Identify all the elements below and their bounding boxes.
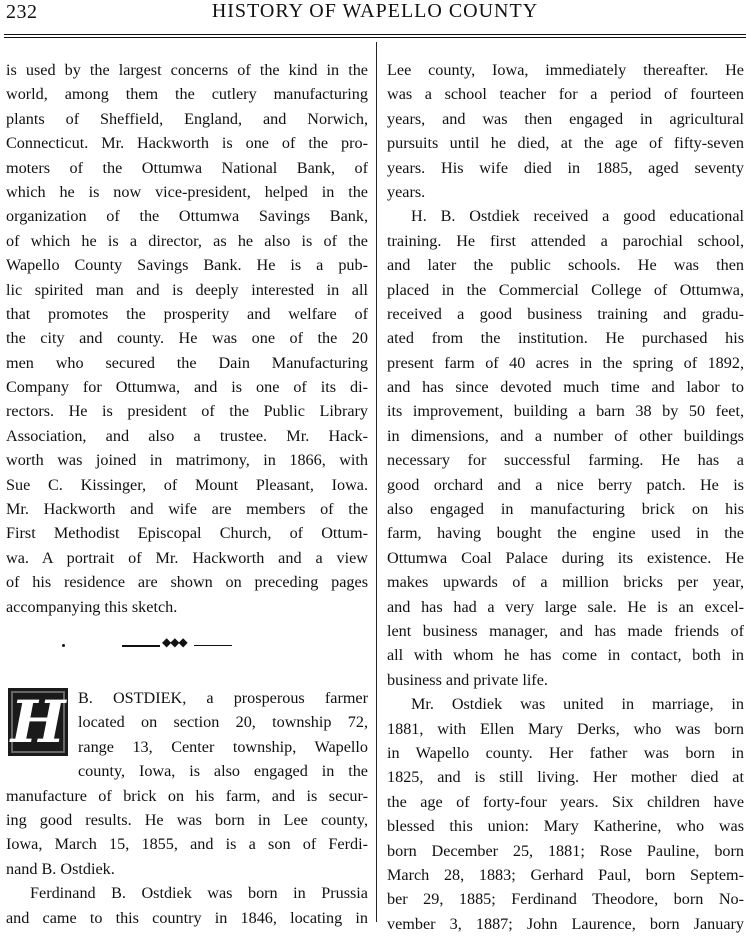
text-line: lent business manager, and has made friends of [387, 621, 744, 640]
text-line: placed in the Commercial College of Ottumwa, [387, 280, 744, 299]
text-line: lic spirited man and is deeply interested in all [6, 280, 368, 299]
text-line: Iowa, March 15, 1855, and is a son of Ferdi- [6, 835, 368, 854]
text-line: accompanying this sketch. [6, 597, 178, 616]
text-line: necessary for successful farming. He has a [387, 451, 744, 470]
text-line: blessed this union: Mary Katherine, who was [387, 817, 744, 836]
header-rule [4, 34, 746, 35]
text-line: ber 29, 1885; Ferdinand Theodore, born No- [387, 890, 744, 909]
text-line: training. He first attended a parochial school, [387, 231, 744, 250]
text-line: good orchard and a nice berry patch. He is [387, 475, 744, 494]
right-column [387, 58, 744, 936]
text-line: H. B. Ostdiek received a good educational [411, 207, 744, 226]
text-line: in Wapello county. Her father was born in [387, 743, 744, 762]
text-line: B. OSTDIEK, a prosperous farmer [78, 689, 368, 707]
text-line: ing good results. He was born in Lee county, [6, 810, 368, 829]
text-line: pursuits until he died, at the age of fifty-seven [387, 134, 744, 153]
text-line: of his residence are shown on preceding pages [6, 573, 368, 592]
text-line: years. [387, 182, 426, 201]
text-line: manufacture of brick on his farm, and is secur- [6, 786, 368, 805]
text-line: born December 25, 1881; Rose Pauline, born [387, 841, 744, 860]
text-line: nand B. Ostdiek. [6, 859, 115, 878]
column-divider [376, 42, 377, 922]
text-line: county, Iowa, is also engaged in the [78, 762, 368, 781]
text-line: also engaged in manufacturing brick on his [387, 500, 744, 519]
drop-cap-initial: H [8, 688, 68, 756]
text-line: farm, having bought the engine used in the [387, 524, 744, 543]
text-line: and has had a very large sale. He is an excel- [387, 597, 744, 616]
text-line: Connecticut. Mr. Hackworth is one of the pro- [6, 134, 368, 153]
text-line: rectors. He is president of the Public Library [6, 402, 368, 421]
text-line: organization of the Ottumwa Savings Bank, [6, 207, 368, 226]
text-line: 1881, with Ellen Mary Derks, who was born [387, 719, 744, 738]
text-line: plants of Sheffield, England, and Norwich, [6, 109, 368, 128]
text-line: Sue C. Kissinger, of Mount Pleasant, Iowa. [6, 475, 368, 494]
page-number: 232 [6, 1, 38, 23]
text-line: present farm of 40 acres in the spring of 1892, [387, 353, 744, 372]
running-title: HISTORY OF WAPELLO COUNTY [211, 0, 539, 22]
text-line: wa. A portrait of Mr. Hackworth and a view [6, 548, 368, 567]
left-column [6, 58, 368, 619]
text-line: was a school teacher for a period of fourteen [387, 85, 744, 104]
text-line: ated from the institution. He purchased his [387, 329, 744, 348]
text-line: the city and county. He was one of the 20 [6, 329, 368, 348]
text-line: years, and was then engaged in agricultural [387, 109, 744, 128]
text-line: Mr. Ostdiek was united in marriage, in [411, 695, 744, 714]
text-line: that promotes the prosperity and welfare of [6, 304, 368, 323]
text-line: in dimensions, and a number of other buildings [387, 426, 744, 445]
text-line: Ferdinand B. Ostdiek was born in Prussia [30, 884, 368, 903]
text-line: Ottumwa Coal Palace during its existence. He [387, 548, 744, 567]
text-line: Association, and also a trustee. Mr. Hack- [6, 426, 368, 445]
text-line: Mr. Hackworth and wife are members of the [6, 500, 368, 519]
bio-section [6, 686, 368, 930]
text-line: and came to this country in 1846, locating in [6, 908, 368, 927]
text-line: worth was joined in matrimony, in 1866, with [6, 451, 368, 470]
ornament-diamonds-icon: ◆◆◆ [162, 635, 187, 649]
text-line: years. His wife died in 1885, aged seventy [387, 158, 744, 177]
ornament-rule-right [194, 645, 232, 646]
text-line: received a good business training and gradu- [387, 304, 744, 323]
text-line: moters of the Ottumwa National Bank, of [6, 158, 368, 177]
text-line: First Methodist Episcopal Church, of Ottum- [6, 524, 368, 543]
text-line: March 28, 1883; Gerhard Paul, born Septem- [387, 865, 744, 884]
header-rule-double [4, 37, 746, 38]
text-line: and later the public schools. He was then [387, 256, 744, 275]
ornament-rule-left [122, 645, 160, 647]
text-line: the age of forty-four years. Six children have [387, 792, 744, 811]
text-line: which he is now vice-president, helped in the [6, 182, 368, 201]
text-line: vember 3, 1887; John Laurence, born January [387, 914, 744, 933]
ornament-dot [62, 644, 65, 647]
text-line: Lee county, Iowa, immediately thereafter. He [387, 61, 744, 79]
text-line: 1825, and is still living. Her mother died at [387, 768, 744, 787]
text-line: Wapello County Savings Bank. He is a pub- [6, 256, 368, 275]
text-line: makes upwards of a million bricks per year, [387, 573, 744, 592]
text-line: Company for Ottumwa, and is one of its di- [6, 378, 368, 397]
text-line: its improvement, building a barn 38 by 50 feet, [387, 402, 744, 421]
page-header [0, 0, 750, 30]
text-line: world, among them the cutlery manufacturing [6, 85, 368, 104]
text-line: range 13, Center township, Wapello [78, 737, 368, 756]
text-line: of which he is a director, as he also is of the [6, 231, 368, 250]
text-line: business and private life. [387, 670, 548, 689]
ornamental-divider [60, 635, 260, 652]
text-line: located on section 20, township 72, [78, 713, 368, 732]
text-line: is used by the largest concerns of the kind in the [6, 61, 368, 79]
text-line: all with whom he has come in contact, both in [387, 646, 744, 665]
text-line: men who secured the Dain Manufacturing [6, 353, 368, 372]
text-line: and has since devoted much time and labor to [387, 378, 744, 397]
